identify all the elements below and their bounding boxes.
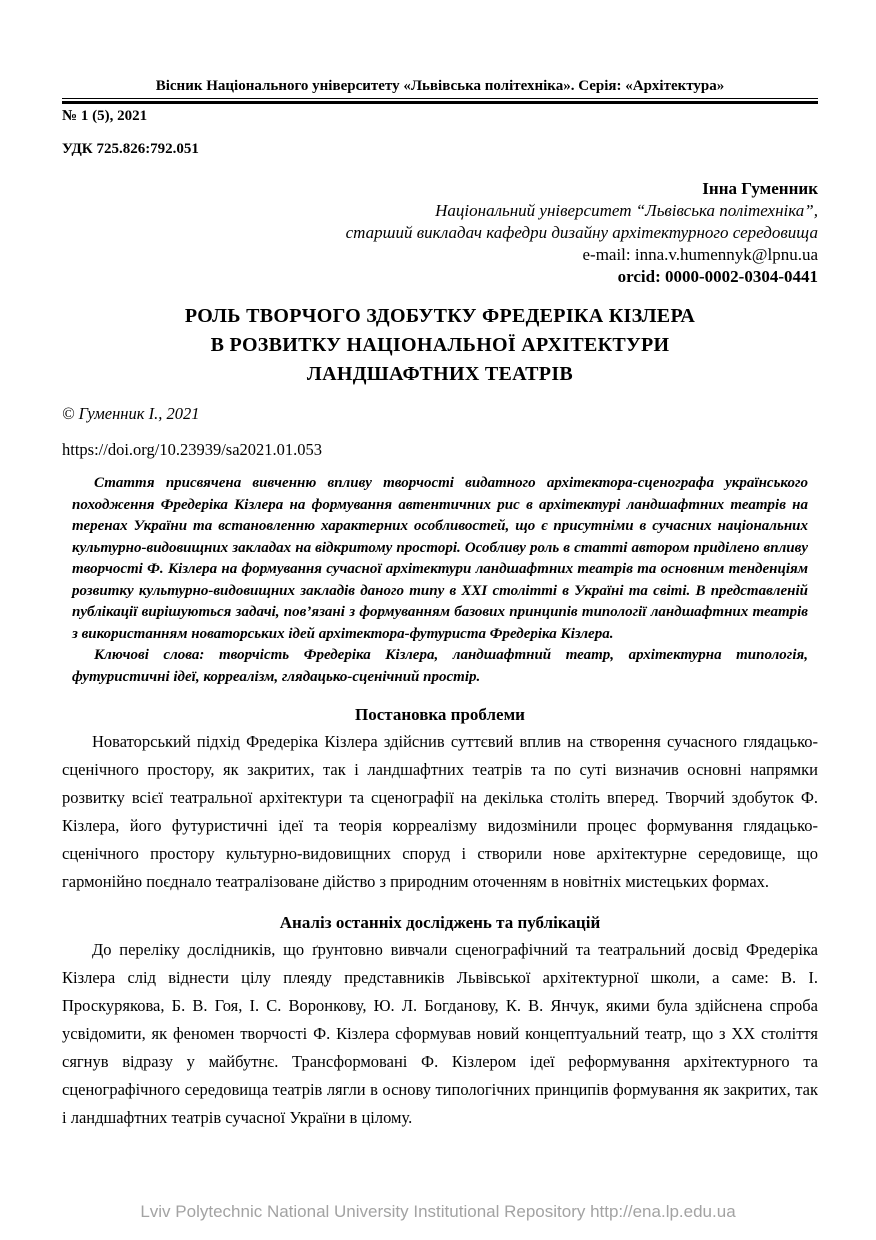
section-heading-recent-research: Аналіз останніх досліджень та публікацій	[279, 913, 601, 932]
abstract-text: Стаття присвячена вивченню впливу творчості видатного архітектора-сценографа українського походження Фредеріка Кізлера на формування автентичних рис в архітектурі ландшафтних театрів на теренах України та встановленню характерних особливостей, що є присутніми в сучасних національних культурно-видовищних закладах на відкритому просторі. Особливу роль в статті автором приділено впливу творчості Ф. Кізлера на формування сучасної архітектури ландшафтних театрів та основним тенденціям розвитку культурно-видовищних закладів даного типу в ХХІ столітті в Україні та світі. В представленій публікації вирішуються задачі, пов’язані з формуванням базових принципів типології ландшафтних театрів з використанням новаторських ідей архітектора-футуриста Фредеріка Кізлера.	[72, 475, 808, 642]
udc-code: УДК 725.826:792.051	[62, 141, 199, 157]
doi-link[interactable]: https://doi.org/10.23939/sa2021.01.053	[62, 440, 323, 459]
paragraph-recent-research: До переліку дослідників, що ґрунтовно вивчали сценографічний та театральний досвід Фредеріка Кізлера слід віднести цілу плеяду представників Львівської архітектурної школи, а саме: В. І. Проскурякова, Б. В. Гоя, І. С. Воронкову, Ю. Л. Богданову, К. В. Янчук, якими була здійснена спроба усвідомити, як феномен творчості Ф. Кізлера сформував новий концептуальний театр, що з ХХ століття сягнув відразу у майбутнє. Трансформовані Ф. Кізлером ідеї реформування архітектурного та сценографічного середовища театрів лягли в основу типологічних принципів формування як закритих, так і ландшафтних театрів сучасної України в цілому.	[62, 940, 818, 1127]
author-name: Інна Гуменник	[702, 179, 818, 198]
article-title-line-3: ЛАНДШАФТНИХ ТЕАТРІВ	[306, 363, 574, 385]
paragraph-problem-statement: Новаторський підхід Фредеріка Кізлера здійснив суттєвий вплив на створення сучасного глядацько-сценічного простору, як закритих, так і ландшафтних театрів та по суті визначив основні напрямки розвитку всієї театральної архітектури та сценографії на декілька століть вперед. Творчий здобуток Ф. Кізлера, його футуристичні ідеї та теорія корреалізму видозмінили процес формування глядацько-сценічного простору культурно-видовищних споруд і створили нове архітектурне середовище, що гармонійно поєднало театралізоване дійство з природним оточенням в новітніх мистецьких формах.	[62, 732, 818, 891]
journal-header	[62, 78, 818, 127]
article-title-line-2: В РОЗВИТКУ НАЦІОНАЛЬНОЇ АРХІТЕКТУРИ	[210, 334, 670, 356]
author-position: старший викладач кафедри дизайну архітектурного середовища	[345, 223, 818, 242]
copyright-notice: © Гуменник І., 2021	[62, 404, 200, 423]
author-affiliation: Національний університет “Львівська політехніка”,	[435, 201, 818, 220]
article-title-line-1: РОЛЬ ТВОРЧОГО ЗДОБУТКУ ФРЕДЕРІКА КІЗЛЕРА	[184, 305, 696, 327]
issue-number: № 1 (5), 2021	[62, 108, 148, 124]
article-title	[62, 302, 818, 389]
section-heading-problem-statement: Постановка проблеми	[355, 705, 525, 724]
abstract-block	[72, 473, 808, 688]
header-rule	[62, 98, 818, 104]
author-block	[62, 178, 818, 288]
keywords-text: творчість Фредеріка Кізлера, ландшафтний театр, архітектурна типологія, футуристичні ідеї, корреалізм, глядацько-сценічний простір.	[72, 647, 808, 685]
repository-footer: Lviv Polytechnic National University Institutional Repository http://ena.lp.edu.ua	[140, 1202, 736, 1221]
keywords-paragraph	[72, 645, 808, 688]
author-email-link[interactable]: e-mail: inna.v.humennyk@lpnu.ua	[582, 245, 818, 264]
author-orcid: orcid: 0000-0002-0304-0441	[617, 267, 818, 286]
keywords-label: Ключові слова:	[94, 647, 205, 663]
journal-title: Вісник Національного університету «Львівська політехніка». Серія: «Архітектура»	[155, 78, 725, 94]
